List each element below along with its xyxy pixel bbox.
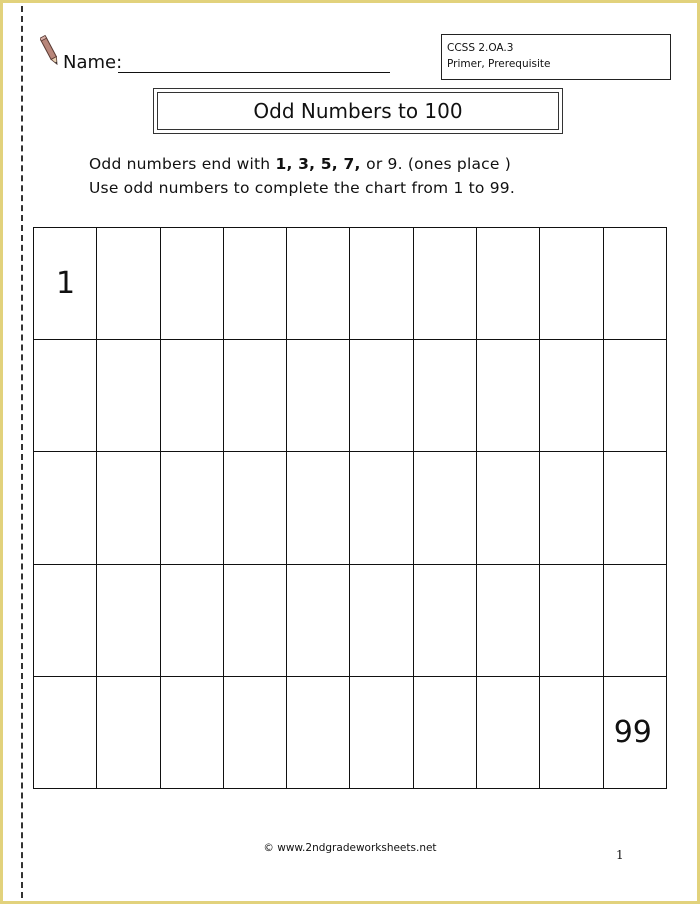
chart-cell[interactable] (34, 340, 97, 452)
chart-cell[interactable] (224, 565, 287, 677)
chart-cell[interactable] (477, 228, 540, 340)
chart-cell[interactable] (604, 228, 667, 340)
chart-cell[interactable] (161, 565, 224, 677)
copyright-text: © www.2ndgradeworksheets.net (263, 842, 437, 854)
chart-cell[interactable] (224, 228, 287, 340)
chart-cell[interactable] (97, 677, 160, 789)
chart-cell[interactable] (540, 452, 603, 564)
page-number: 1 (616, 848, 624, 862)
title-box (153, 88, 563, 134)
chart-cell[interactable] (477, 677, 540, 789)
chart-cell[interactable] (224, 340, 287, 452)
chart-cell[interactable] (350, 228, 413, 340)
standards-level: Primer, Prerequisite (447, 58, 551, 70)
chart-cell[interactable] (287, 228, 350, 340)
chart-cell[interactable] (540, 228, 603, 340)
chart-cell[interactable] (97, 565, 160, 677)
chart-cell[interactable] (414, 565, 477, 677)
instruction-line-1 (89, 152, 515, 176)
chart-cell[interactable] (604, 340, 667, 452)
chart-cell[interactable] (414, 228, 477, 340)
chart-cell[interactable] (287, 340, 350, 452)
chart-cell[interactable] (161, 677, 224, 789)
chart-cell[interactable] (604, 565, 667, 677)
standards-box (441, 34, 671, 80)
chart-cell[interactable] (540, 677, 603, 789)
chart-cell[interactable] (350, 452, 413, 564)
chart-cell[interactable] (604, 452, 667, 564)
chart-cell[interactable] (287, 452, 350, 564)
chart-cell[interactable] (604, 677, 667, 789)
number-chart (33, 227, 667, 789)
chart-cell[interactable] (287, 677, 350, 789)
instructions (89, 152, 515, 200)
chart-cell[interactable] (97, 340, 160, 452)
binding-margin-line (21, 6, 23, 898)
name-label: Name: (63, 52, 123, 73)
chart-cell[interactable] (161, 340, 224, 452)
chart-cell[interactable] (477, 565, 540, 677)
chart-cell[interactable] (540, 340, 603, 452)
chart-cell[interactable] (34, 228, 97, 340)
standards-code: CCSS 2.OA.3 (447, 42, 514, 54)
chart-cell[interactable] (224, 677, 287, 789)
chart-cell[interactable] (34, 677, 97, 789)
instruction-suffix: or 9. (ones place ) (366, 155, 512, 173)
chart-cell[interactable] (34, 452, 97, 564)
chart-cell[interactable] (414, 340, 477, 452)
chart-end-value: 99 (613, 714, 652, 750)
instruction-digits: 1, 3, 5, 7, (275, 155, 367, 173)
chart-cell[interactable] (287, 565, 350, 677)
chart-cell[interactable] (350, 340, 413, 452)
chart-start-value: 1 (56, 266, 76, 301)
instruction-prefix: Odd numbers end with (89, 155, 276, 173)
page-title: Odd Numbers to 100 (157, 92, 559, 130)
chart-cell[interactable] (414, 452, 477, 564)
chart-cell[interactable] (477, 452, 540, 564)
chart-cell[interactable] (161, 228, 224, 340)
instruction-line-2: Use odd numbers to complete the chart from 1 to 99. (89, 179, 515, 197)
chart-cell[interactable] (350, 565, 413, 677)
pencil-icon (40, 34, 60, 68)
chart-cell[interactable] (97, 228, 160, 340)
name-field[interactable] (118, 72, 390, 73)
chart-cell[interactable] (414, 677, 477, 789)
chart-cell[interactable] (161, 452, 224, 564)
chart-cell[interactable] (97, 452, 160, 564)
chart-cell[interactable] (477, 340, 540, 452)
chart-cell[interactable] (224, 452, 287, 564)
chart-cell[interactable] (34, 565, 97, 677)
chart-cell[interactable] (540, 565, 603, 677)
chart-cell[interactable] (350, 677, 413, 789)
